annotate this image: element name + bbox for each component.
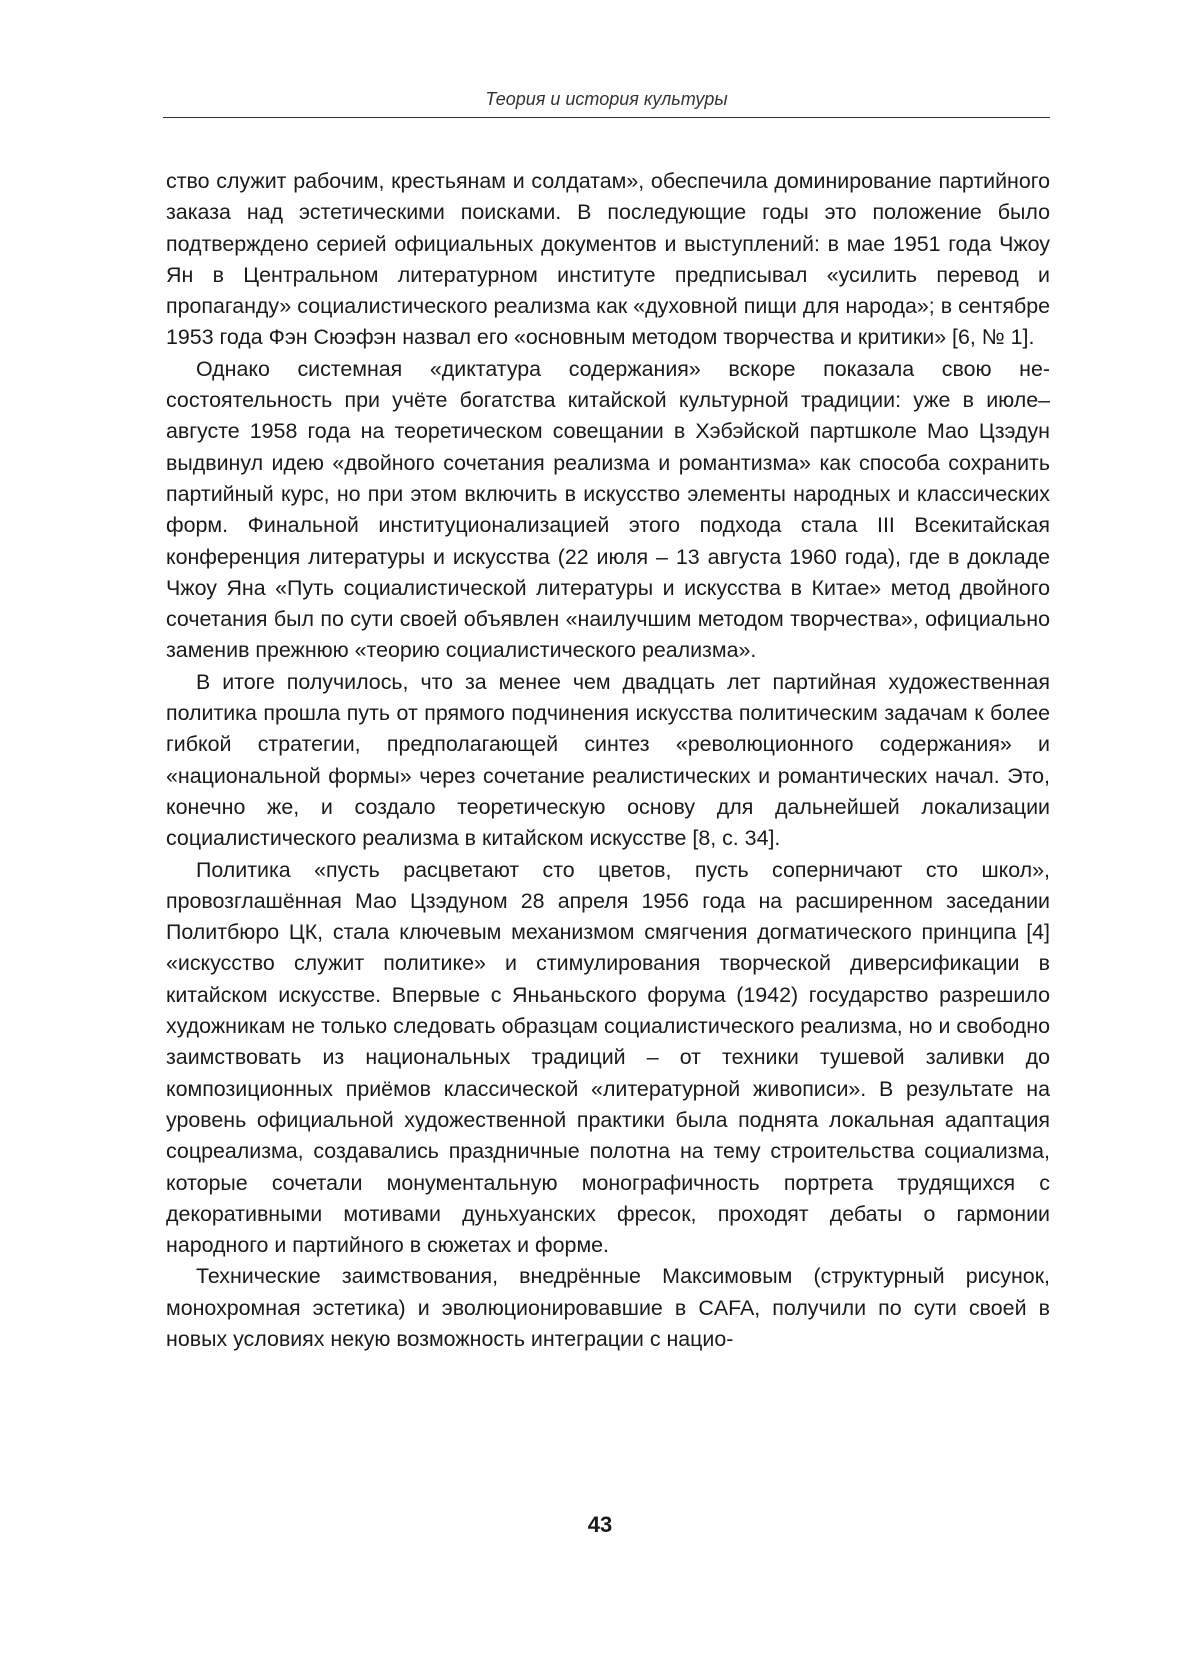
paragraph-5: Технические заимствования, внедрённые Максимовым (структурный рисунок, монохромная эстетика) и эволюционировавшие в CAFA, получили по сути своей в новых условиях некую возможность интеграции с нацио- — [166, 1264, 1050, 1351]
paragraph-1: ство служит рабочим, крестьянам и солдатам», обеспечила доминирование партийного заказа над эстетическими поисками. В последующие годы это положение было подтверждено серией официальных документов и выступлений: в мае 1951 года Чжоу Ян в Центральном литературном институте предписывал «усилить перевод и пропаганду» социалистического реализма как «духовной пищи для народа»; в сентябре 1953 года Фэн Сюэфэн назвал его «основным методом творчества и критики» [6, № 1]. — [166, 169, 1050, 350]
page-number: 43 — [587, 1512, 613, 1537]
header-rule — [163, 117, 1050, 118]
paragraph-3: В итоге получилось, что за менее чем двадцать лет партийная художественная политика прошла путь от прямого подчинения искусства политическим задачам к более гибкой стратегии, предполагающей синтез «революционного содержания» и «национальной формы» через сочетание реалистических и романтических начал. Это, конечно же, и создало теоретическую основу для дальнейшей локализации социалистического реализма в китайском искусстве [8, с. 34]. — [166, 669, 1050, 851]
paragraph-4: Политика «пусть расцветают сто цветов, пусть соперничают сто школ», провозглашённая Мао Цзэдуном 28 апреля 1956 года на расширенном заседании Политбюро ЦК, стала ключевым механизмом смягчения догматического принципа [4] «искусство служит политике» и стимулирования творческой диверсификации в китайском искусстве. Впервые с Яньаньского форума (1942) государство разрешило художникам не только следовать образцам социалистического реализма, но и свободно заимствовать из национальных традиций – от техники тушевой заливки до композиционных приёмов классической «литературной живописи». В результате на уровень официальной художественной практики была поднята локальная адаптация соцреализма, создавались праздничные полотна на тему строительства социализма, которые сочетали монументальную монографичность портрета трудящихся с декоративными мотивами дуньхуанских фресок, проходят дебаты о гармонии народного и партийного в сюжетах и форме. — [166, 857, 1050, 1258]
paragraph-2: Однако системная «диктатура содержания» вскоре показала свою несостоятельность при учёте богатства китайской культурной традиции: уже в июле–августе 1958 года на теоретическом совещании в Хэбэйской партшколе Мао Цзэдун выдвинул идею «двойного сочетания реализма и романтизма» как способа сохранить партийный курс, но при этом включить в искусство элементы народных и классических форм. Финальной институционализацией этого подхода стала III Всекитайская конференция литературы и искусства (22 июля – 13 августа 1960 года), где в докладе Чжоу Яна «Путь социалистической литературы и искусства в Китае» метод двойного сочетания был по сути своей объявлен «наилучшим методом творчества», официально заменив прежнюю «теорию социалистического реализма». — [166, 356, 1050, 663]
running-head-title: Теория и история культуры — [485, 89, 728, 109]
body-text — [166, 166, 1050, 1355]
